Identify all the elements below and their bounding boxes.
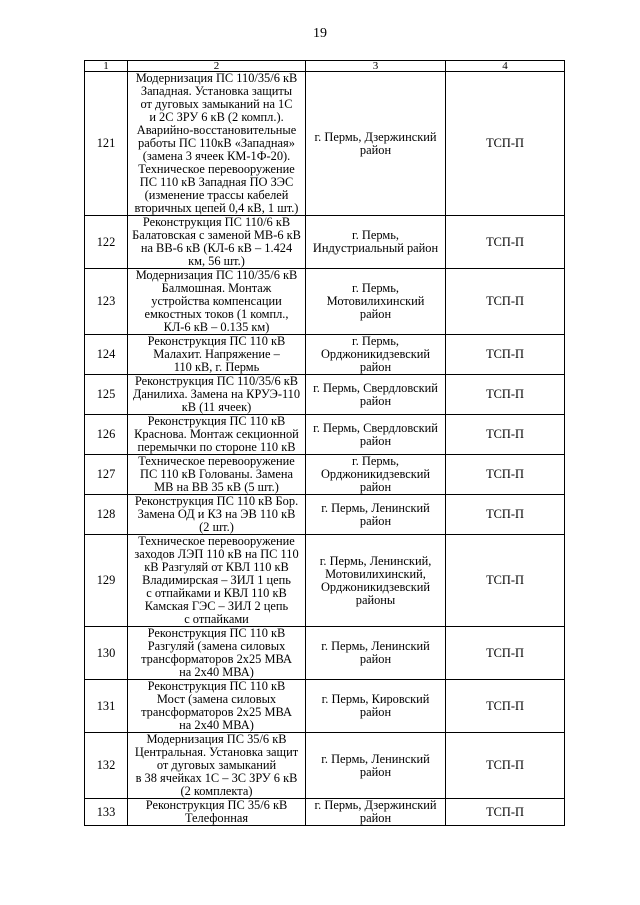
row-number-cell: 123 bbox=[85, 269, 128, 335]
location-cell: г. Пермь, Свердловский район bbox=[306, 415, 446, 455]
source-cell: ТСП-П bbox=[446, 216, 565, 269]
work-description-cell: Модернизация ПС 35/6 кВ Центральная. Установка защит от дуговых замыканий в 38 ячейках 1С – 3С ЗРУ 6 кВ (2 комплекта) bbox=[128, 733, 306, 799]
source-cell: ТСП-П bbox=[446, 269, 565, 335]
location-cell: г. Пермь, Индустриальный район bbox=[306, 216, 446, 269]
row-number-cell: 125 bbox=[85, 375, 128, 415]
work-description-cell: Реконструкция ПС 110 кВ Мост (замена силовых трансформаторов 2х25 МВА на 2х40 МВА) bbox=[128, 680, 306, 733]
row-number-cell: 121 bbox=[85, 72, 128, 216]
row-number-cell: 129 bbox=[85, 535, 128, 627]
table-row bbox=[85, 733, 565, 799]
location-cell: г. Пермь, Орджоникидзевский район bbox=[306, 335, 446, 375]
table-row bbox=[85, 455, 565, 495]
table-row bbox=[85, 269, 565, 335]
location-cell: г. Пермь, Мотовилихинский район bbox=[306, 269, 446, 335]
table-row bbox=[85, 799, 565, 826]
works-table bbox=[84, 60, 565, 826]
table-row bbox=[85, 627, 565, 680]
work-description-cell: Реконструкция ПС 110 кВ Разгуляй (замена силовых трансформаторов 2х25 МВА на 2х40 МВА) bbox=[128, 627, 306, 680]
source-cell: ТСП-П bbox=[446, 535, 565, 627]
table-row bbox=[85, 495, 565, 535]
location-cell: г. Пермь, Кировский район bbox=[306, 680, 446, 733]
work-description-cell: Модернизация ПС 110/35/6 кВ Западная. Установка защиты от дуговых замыканий на 1С и 2С ЗРУ 6 кВ (2 компл.). Аварийно-восстановительные работы ПС 110кВ «Западная» (замена 3 ячеек КМ-1Ф-20). Техническое перевооружение ПС 110 кВ Западная ПО ЗЭС (изменение трассы кабелей вторичных цепей 0,4 кВ, 1 шт.) bbox=[128, 72, 306, 216]
source-cell: ТСП-П bbox=[446, 72, 565, 216]
row-number-cell: 122 bbox=[85, 216, 128, 269]
table-row bbox=[85, 375, 565, 415]
work-description-cell: Реконструкция ПС 110 кВ Бор. Замена ОД и КЗ на ЭВ 110 кВ (2 шт.) bbox=[128, 495, 306, 535]
table-row bbox=[85, 535, 565, 627]
source-cell: ТСП-П bbox=[446, 799, 565, 826]
location-cell: г. Пермь, Орджоникидзевский район bbox=[306, 455, 446, 495]
work-description-cell: Реконструкция ПС 110/6 кВ Балатовская с заменой МВ-6 кВ на ВВ-6 кВ (КЛ-6 кВ – 1.424 км, 56 шт.) bbox=[128, 216, 306, 269]
source-cell: ТСП-П bbox=[446, 335, 565, 375]
header-cell-4: 4 bbox=[446, 61, 565, 72]
header-cell-1: 1 bbox=[85, 61, 128, 72]
row-number-cell: 126 bbox=[85, 415, 128, 455]
source-cell: ТСП-П bbox=[446, 455, 565, 495]
source-cell: ТСП-П bbox=[446, 495, 565, 535]
header-cell-3: 3 bbox=[306, 61, 446, 72]
location-cell: г. Пермь, Дзержинский район bbox=[306, 72, 446, 216]
row-number-cell: 132 bbox=[85, 733, 128, 799]
location-cell: г. Пермь, Ленинский район bbox=[306, 627, 446, 680]
row-number-cell: 128 bbox=[85, 495, 128, 535]
table-row bbox=[85, 680, 565, 733]
row-number-cell: 127 bbox=[85, 455, 128, 495]
work-description-cell: Реконструкция ПС 110 кВ Краснова. Монтаж секционной перемычки по стороне 110 кВ bbox=[128, 415, 306, 455]
table-row bbox=[85, 335, 565, 375]
row-number-cell: 133 bbox=[85, 799, 128, 826]
header-cell-2: 2 bbox=[128, 61, 306, 72]
source-cell: ТСП-П bbox=[446, 733, 565, 799]
header-row bbox=[85, 61, 565, 72]
table-row bbox=[85, 72, 565, 216]
row-number-cell: 130 bbox=[85, 627, 128, 680]
location-cell: г. Пермь, Ленинский район bbox=[306, 495, 446, 535]
row-number-cell: 131 bbox=[85, 680, 128, 733]
source-cell: ТСП-П bbox=[446, 627, 565, 680]
source-cell: ТСП-П bbox=[446, 415, 565, 455]
row-number-cell: 124 bbox=[85, 335, 128, 375]
location-cell: г. Пермь, Ленинский, Мотовилихинский, Орджоникидзевский районы bbox=[306, 535, 446, 627]
source-cell: ТСП-П bbox=[446, 375, 565, 415]
location-cell: г. Пермь, Ленинский район bbox=[306, 733, 446, 799]
table-row bbox=[85, 216, 565, 269]
location-cell: г. Пермь, Дзержинский район bbox=[306, 799, 446, 826]
page-number: 19 bbox=[313, 26, 327, 41]
work-description-cell: Техническое перевооружение заходов ЛЭП 110 кВ на ПС 110 кВ Разгуляй от КВЛ 110 кВ Владимирская – ЗИЛ 1 цепь с отпайками и КВЛ 110 кВ Камская ГЭС – ЗИЛ 2 цепь с отпайками bbox=[128, 535, 306, 627]
work-description-cell: Реконструкция ПС 110 кВ Малахит. Напряжение – 110 кВ, г. Пермь bbox=[128, 335, 306, 375]
work-description-cell: Реконструкция ПС 35/6 кВ Телефонная bbox=[128, 799, 306, 826]
source-cell: ТСП-П bbox=[446, 680, 565, 733]
location-cell: г. Пермь, Свердловский район bbox=[306, 375, 446, 415]
table-row bbox=[85, 415, 565, 455]
work-description-cell: Реконструкция ПС 110/35/6 кВ Данилиха. Замена на КРУЭ-110 кВ (11 ячеек) bbox=[128, 375, 306, 415]
work-description-cell: Модернизация ПС 110/35/6 кВ Балмошная. Монтаж устройства компенсации емкостных токов (1 компл., КЛ-6 кВ – 0.135 км) bbox=[128, 269, 306, 335]
work-description-cell: Техническое перевооружение ПС 110 кВ Голованы. Замена МВ на ВВ 35 кВ (5 шт.) bbox=[128, 455, 306, 495]
